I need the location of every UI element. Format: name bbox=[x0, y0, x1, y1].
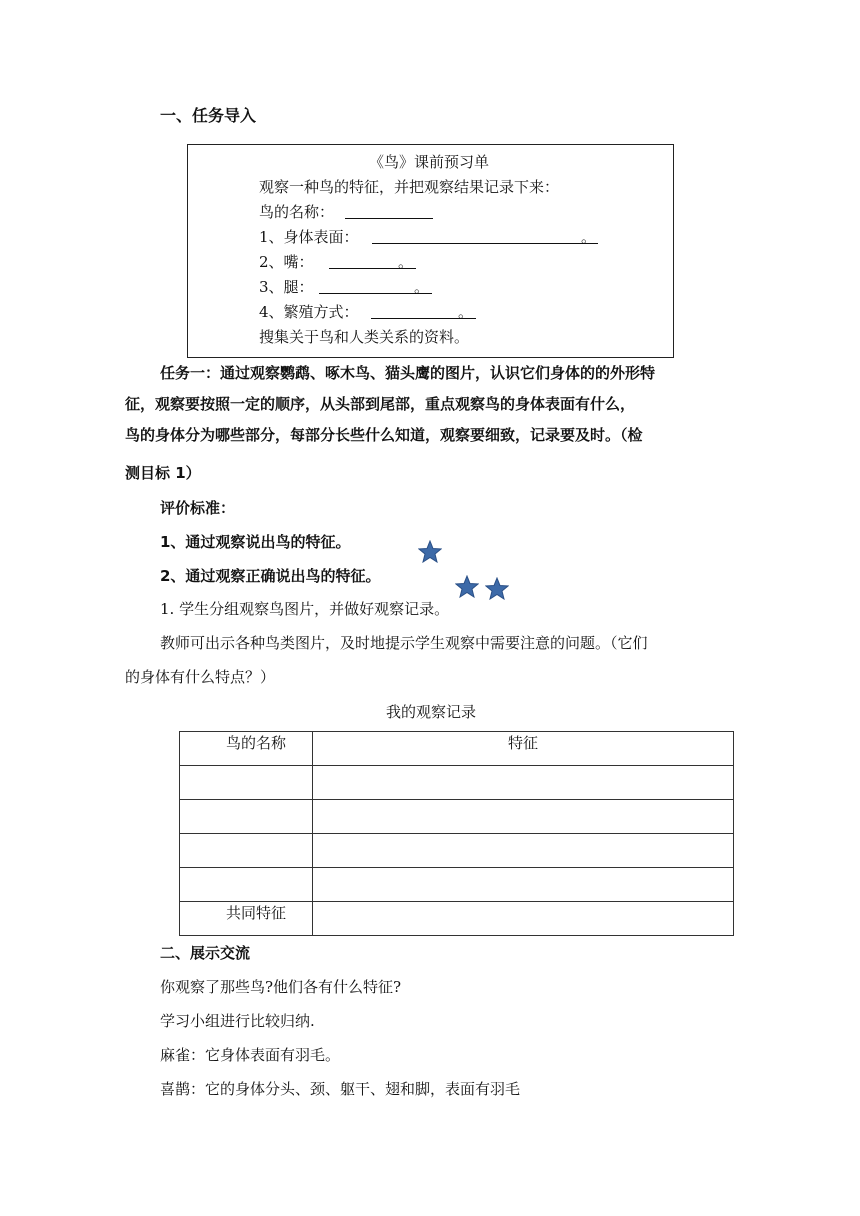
star-icon bbox=[455, 575, 479, 598]
section2-group-note: 学习小组进行比较归纳. bbox=[160, 1012, 315, 1030]
table-cell bbox=[313, 800, 734, 834]
table-cell bbox=[180, 834, 313, 868]
table-cell bbox=[180, 868, 313, 902]
record-table-title: 我的观察记录 bbox=[386, 703, 477, 721]
table-row bbox=[180, 766, 734, 800]
body-surface-blank bbox=[372, 243, 598, 244]
teacher-note-line1: 教师可出示各种鸟类图片，及时地提示学生观察中需要注意的问题。（它们 bbox=[160, 634, 648, 652]
task1-line1: 任务一：通过观察鹦鹉、啄木鸟、猫头鹰的图片，认识它们身体的的外形特 bbox=[160, 364, 656, 382]
worksheet-instruction: 观察一种鸟的特征，并把观察结果记录下来： bbox=[259, 178, 560, 196]
step1-text: 1. 学生分组观察鸟图片，并做好观察记录。 bbox=[160, 600, 450, 618]
reproduction-end: 。 bbox=[458, 303, 474, 321]
table-row bbox=[180, 834, 734, 868]
table-cell bbox=[180, 766, 313, 800]
worksheet-title: 《鸟》课前预习单 bbox=[369, 153, 490, 171]
section2-title: 二、展示交流 bbox=[160, 944, 251, 962]
leg-label: 3、腿： bbox=[259, 278, 314, 296]
table-row bbox=[180, 800, 734, 834]
criteria-title: 评价标准： bbox=[160, 499, 236, 517]
task1-line2: 征，观察要按照一定的顺序，从头部到尾部，重点观察鸟的身体表面有什么， bbox=[125, 395, 636, 413]
common-features-cell bbox=[313, 902, 734, 936]
criteria-item-1: 1、通过观察说出鸟的特征。 bbox=[160, 533, 351, 551]
preview-worksheet bbox=[187, 144, 674, 358]
criteria-item-2: 2、通过观察正确说出鸟的特征。 bbox=[160, 567, 381, 585]
table-header-row bbox=[180, 732, 734, 766]
section2-question: 你观察了那些鸟?他们各有什么特征? bbox=[160, 978, 402, 996]
body-surface-label: 1、身体表面： bbox=[259, 228, 359, 246]
common-features-label: 共同特征 bbox=[180, 902, 313, 936]
table-footer-row bbox=[180, 902, 734, 936]
table-cell bbox=[180, 800, 313, 834]
star-icon bbox=[418, 540, 442, 563]
table-cell bbox=[313, 766, 734, 800]
teacher-note-line2: 的身体有什么特点？） bbox=[125, 668, 276, 686]
table-row bbox=[180, 868, 734, 902]
magpie-answer: 喜鹊：它的身体分头、颈、躯干、翅和脚，表面有羽毛 bbox=[160, 1080, 521, 1098]
beak-label: 2、嘴： bbox=[259, 253, 314, 271]
observation-record-table bbox=[179, 731, 734, 936]
table-cell bbox=[313, 868, 734, 902]
table-cell bbox=[313, 834, 734, 868]
header-bird-name: 鸟的名称 bbox=[180, 732, 313, 766]
task1-line4: 测目标 1） bbox=[125, 464, 201, 482]
bird-name-label: 鸟的名称： bbox=[259, 203, 335, 221]
body-surface-end: 。 bbox=[581, 228, 597, 246]
task1-line3: 鸟的身体分为哪些部分，每部分长些什么知道，观察要细致，记录要及时。（检 bbox=[125, 426, 643, 444]
collect-note: 搜集关于鸟和人类关系的资料。 bbox=[259, 328, 470, 346]
reproduction-label: 4、繁殖方式： bbox=[259, 303, 359, 321]
header-features: 特征 bbox=[313, 732, 734, 766]
bird-name-blank bbox=[345, 218, 433, 219]
section1-title: 一、任务导入 bbox=[160, 106, 257, 125]
star-icon bbox=[485, 577, 509, 600]
leg-end: 。 bbox=[414, 278, 430, 296]
beak-end: 。 bbox=[398, 253, 414, 271]
sparrow-answer: 麻雀：它身体表面有羽毛。 bbox=[160, 1046, 341, 1064]
